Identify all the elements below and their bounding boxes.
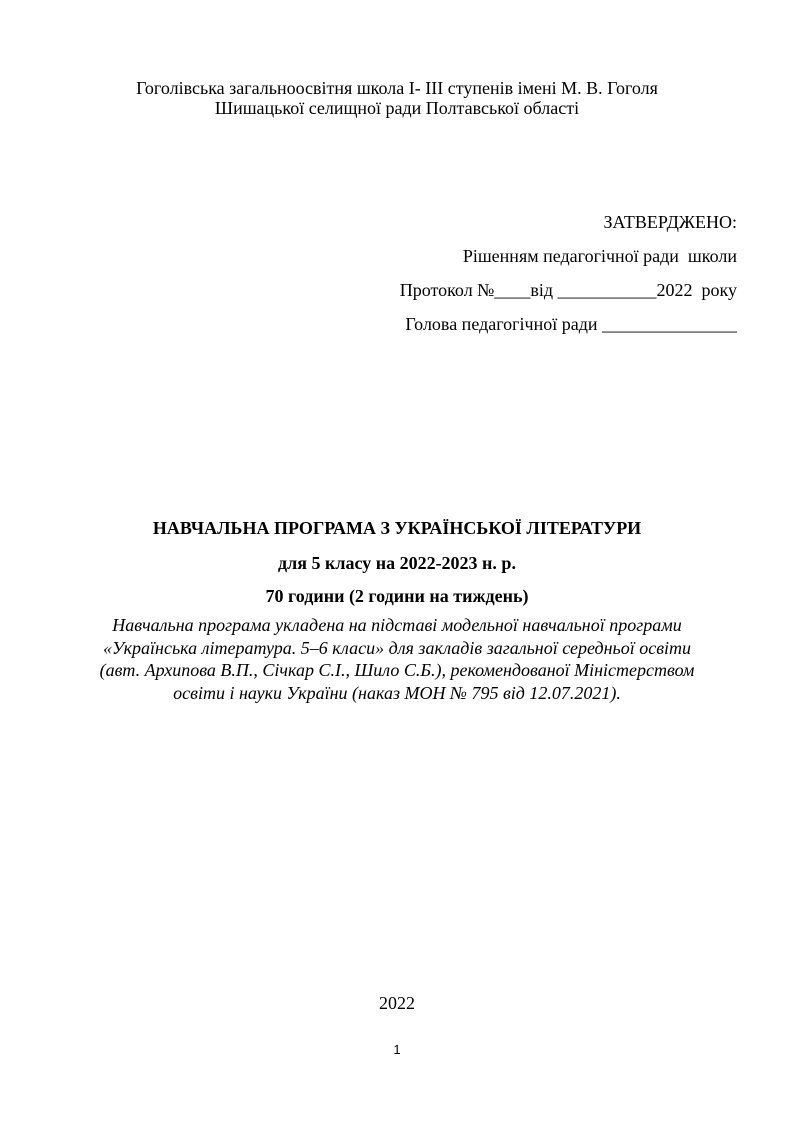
school-council: Шишацької селищної ради Полтавської області (214, 98, 580, 118)
program-hours: 70 години (2 години на тиждень) (265, 586, 529, 606)
document-year: 2022 (379, 993, 415, 1013)
page-number: 1 (393, 1042, 401, 1057)
program-block (90, 518, 704, 704)
approval-head-signature: Голова педагогічної ради _______________ (405, 314, 737, 334)
approval-heading: ЗАТВЕРДЖЕНО: (603, 212, 737, 232)
approval-decision: Рішенням педагогічної ради школи (462, 246, 737, 266)
approval-block (400, 212, 737, 348)
program-grade: для 5 класу на 2022-2023 н. р. (278, 553, 516, 573)
program-title: НАВЧАЛЬНА ПРОГРАМА З УКРАЇНСЬКОЇ ЛІТЕРАТУРИ (152, 518, 642, 538)
program-basis: Навчальна програма укладена на підставі модельної навчальної програми «Українська література. 5–6 класи» для закладів загальної середньої освіти (авт. Архипова В.П., Січкар С.І., Шило С.Б.), рекомендованої Міністерством освіти і науки України (наказ МОН № 795 від 12.07.2021). (99, 615, 695, 703)
school-name: Гоголівська загальноосвітня школа І- ІІІ ступенів імені М. В. Гоголя (136, 78, 658, 98)
approval-protocol: Протокол №____від ___________2022 року (399, 280, 737, 300)
school-header (0, 78, 794, 118)
